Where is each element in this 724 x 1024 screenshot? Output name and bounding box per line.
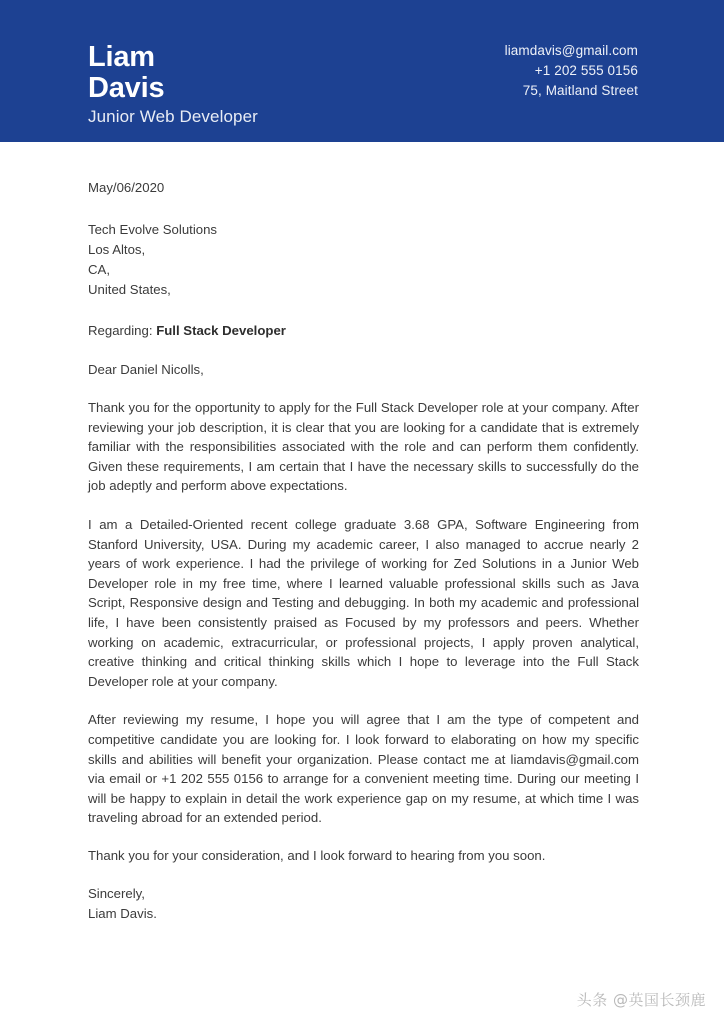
- letter-date: May/06/2020: [88, 180, 165, 195]
- applicant-name-block: [88, 42, 258, 128]
- salutation: Dear Daniel Nicolls,: [88, 362, 204, 377]
- contact-details-block: [505, 41, 638, 101]
- closing-paragraph: Thank you for your consideration, and I look forward to hearing from you soon.: [88, 847, 546, 863]
- recipient-country: United States,: [88, 282, 171, 297]
- body-paragraph-2: I am a Detailed-Oriented recent college graduate 3.68 GPA, Software Engineering from Stanford University, USA. During my academic career, I also managed to accrue nearly 2 years of work experience. I had the privilege of working for Zed Solutions in a Junior Web Developer role in my free time, where I learned valuable professional skills such as Java Script, Responsive design and Testing and debugging. In both my academic and professional life, I have been consistently praised as Focused by my professors and peers. Whether working on academic, extracurricular, or professional projects, I apply proven analytical, creative thinking and critical thinking skills which I hope to leverage into the Full Stack Developer role at your company.: [88, 516, 639, 689]
- signature-name: Liam Davis.: [88, 905, 157, 921]
- header-inner: [0, 0, 724, 142]
- recipient-company: Tech Evolve Solutions: [88, 222, 218, 237]
- recipient-state: CA,: [88, 262, 110, 277]
- applicant-job-title: Junior Web Developer: [88, 107, 258, 126]
- contact-address: 75, Maitland Street: [522, 83, 638, 98]
- regarding-line: [88, 321, 639, 341]
- contact-email: liamdavis@gmail.com: [504, 43, 638, 58]
- recipient-address-block: [88, 220, 639, 300]
- contact-phone: +1 202 555 0156: [534, 63, 638, 78]
- signoff: Sincerely,: [88, 885, 145, 901]
- recipient-city: Los Altos,: [88, 242, 146, 257]
- body-paragraph-1: Thank you for the opportunity to apply for the Full Stack Developer role at your company. After reviewing your job description, it is clear that you are looking for a candidate that is extremely familiar with the responsibilities associated with the role and can perform them confidently. Given these requirements, I am certain that I have the necessary skills to successfully do the job adeptly and perform above expectations.: [88, 400, 639, 494]
- regarding-value: Full Stack Developer: [156, 323, 286, 338]
- body-paragraph-3: After reviewing my resume, I hope you will agree that I am the type of competent and competitive candidate you are looking for. I look forward to elaborating on how my specific skills and abilities will benefit your organization. Please contact me at liamdavis@gmail.com via email or +1 202 555 0156 to arrange for a convenient meeting time. During our meeting I will be happy to explain in detail the work experience gap on my resume, at which time I was traveling abroad for an extended period.: [88, 712, 639, 826]
- applicant-first-name: Liam: [88, 41, 155, 73]
- regarding-label: Regarding:: [88, 323, 153, 338]
- letter-header-banner: [0, 0, 724, 142]
- watermark: 头条 @英国长颈鹿: [576, 991, 706, 1009]
- applicant-last-name: Davis: [88, 72, 165, 104]
- letter-body: [88, 178, 639, 924]
